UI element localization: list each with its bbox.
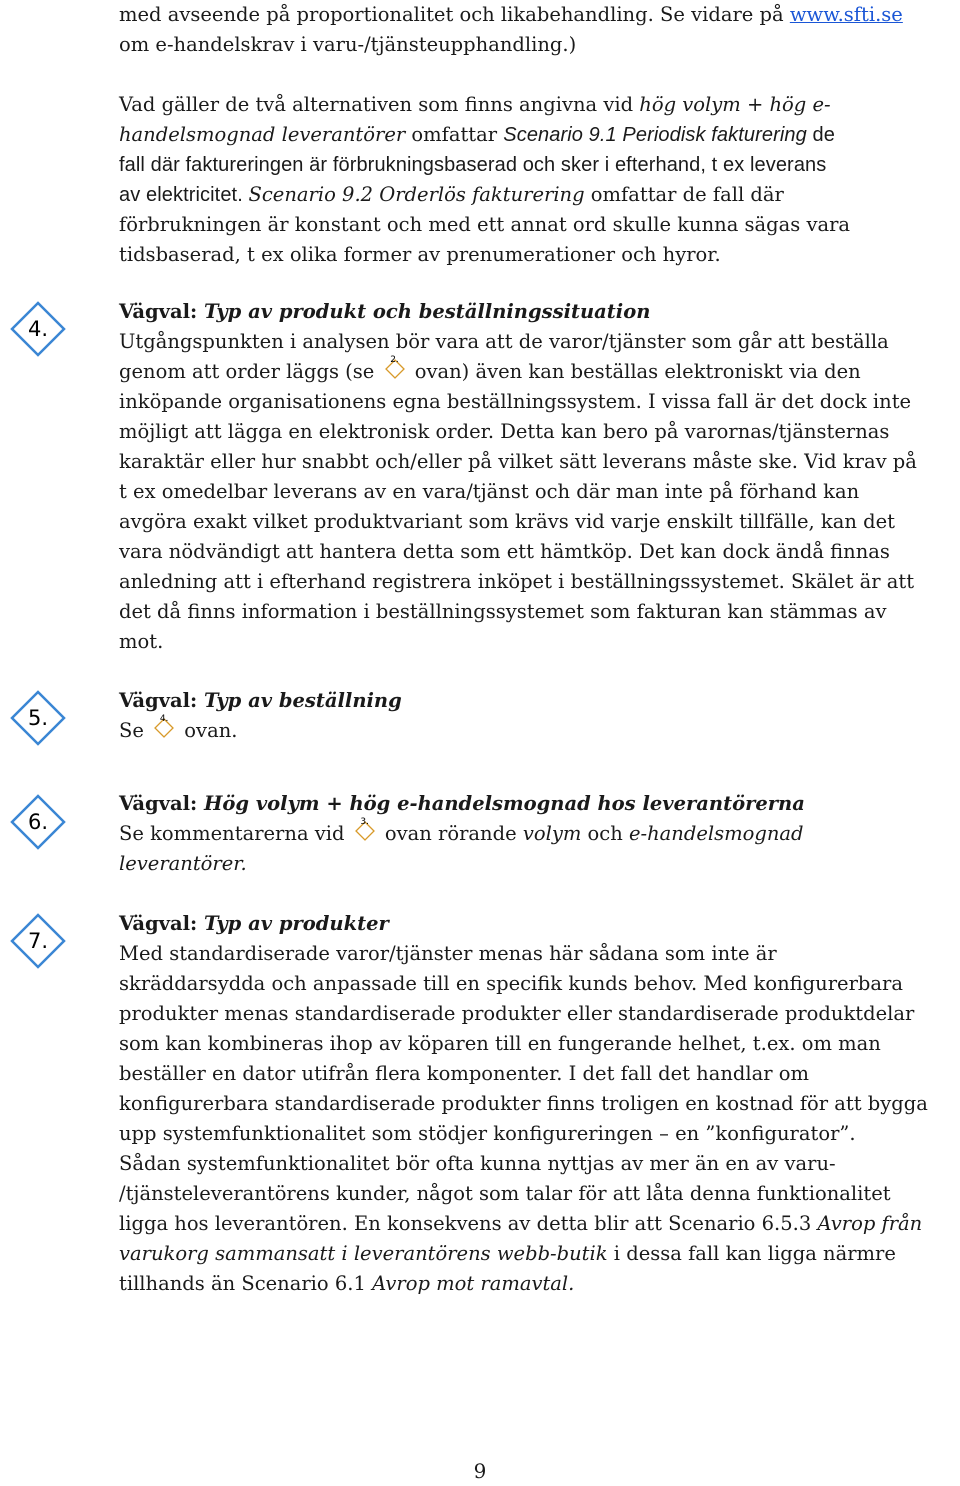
text-line: med avseende på proportionalitet och likabehandling. Se vidare på www.sfti.se — [119, 3, 903, 26]
section-heading: Vägval: Typ av produkter — [119, 912, 389, 935]
text-line: Utgångspunkten i analysen bör vara att de varor/tjänster som går att beställa — [119, 330, 889, 353]
text-line: Sådan systemfunktionalitet bör ofta kunna nyttjas av mer än en av varu- — [119, 1152, 836, 1175]
text-line: Se kommentarerna vid 3. ovan rörande volym och e-handelsmognad — [119, 817, 804, 845]
text-line: Se 4. ovan. — [119, 714, 238, 742]
marker-number: 7. — [27, 929, 49, 953]
section-4-marker — [10, 301, 66, 357]
text-line: av elektricitet. Scenario 9.2 Orderlös fakturering omfattar de fall där — [119, 183, 784, 206]
text-line: ligga hos leverantören. En konsekvens av detta blir att Scenario 6.5.3 Avrop från — [119, 1212, 923, 1235]
ref-diamond-4[interactable]: 4. — [153, 717, 175, 739]
text-line: varukorg sammansatt i leverantörens webb-butik i dessa fall kan ligga närmre — [119, 1242, 896, 1265]
section-4 — [119, 297, 959, 657]
section-7-marker — [10, 913, 66, 969]
text-line: vara nödvändigt att hantera detta som ett hämtköp. Det kan dock ändå finnas — [119, 540, 890, 563]
section-5-marker — [10, 690, 66, 746]
section-7 — [119, 909, 959, 1299]
ref-diamond-2[interactable]: 2. — [384, 358, 406, 380]
text-line: konfigurerbara standardiserade produkter finns troligen en kostnad för att bygga — [119, 1092, 928, 1115]
section-heading: Vägval: Hög volym + hög e-handelsmognad hos leverantörerna — [119, 792, 805, 815]
text-line: mot. — [119, 630, 164, 653]
text-line: produkter menas standardiserade produkter eller standardiserade produktdelar — [119, 1002, 915, 1025]
text-line: tillhands än Scenario 6.1 Avrop mot ramavtal. — [119, 1272, 575, 1295]
text-line: beställer en dator utifrån flera komponenter. I det fall det handlar om — [119, 1062, 810, 1085]
marker-number: 4. — [27, 317, 49, 341]
ref-diamond-3[interactable]: 3. — [354, 820, 376, 842]
section-heading: Vägval: Typ av beställning — [119, 689, 402, 712]
text-line: möjligt att lägga en elektronisk order. Detta kan bero på varornas/tjänsternas — [119, 420, 890, 443]
text-line: anledning att i efterhand registrera inköpet i beställningssystemet. Skälet är att — [119, 570, 915, 593]
text-line: förbrukningen är konstant och med ett annat ord skulle kunna sägas vara — [119, 213, 851, 236]
text-line: om e-handelskrav i varu-/tjänsteupphandling.) — [119, 33, 577, 56]
intro-paragraph — [119, 0, 959, 270]
text-line: t ex omedelbar leverans av en vara/tjänst och där man inte på förhand kan — [119, 480, 860, 503]
section-6-marker — [10, 794, 66, 850]
text-line: karaktär eller hur snabbt och/eller på vilket sätt leverans måste ske. Vid krav på — [119, 450, 917, 473]
section-5 — [119, 686, 959, 746]
text-line: upp systemfunktionalitet som stödjer konfigureringen – en ”konfigurator”. — [119, 1122, 856, 1145]
marker-number: 6. — [27, 810, 49, 834]
text-line: /tjänsteleverantörens kunder, något som talar för att låta denna funktionalitet — [119, 1182, 891, 1205]
text-line: genom att order läggs (se 2. ovan) även kan beställas elektroniskt via den — [119, 355, 861, 383]
text-line: leverantörer. — [119, 852, 247, 875]
page-number: 9 — [473, 1459, 487, 1483]
marker-number: 5. — [27, 706, 49, 730]
text-line: som kan kombineras ihop av köparen till en fungerande helhet, t.ex. om man — [119, 1032, 881, 1055]
text-line: Vad gäller de två alternativen som finns angivna vid hög volym + hög e- — [119, 93, 831, 116]
text-line: Med standardiserade varor/tjänster menas här sådana som inte är — [119, 942, 777, 965]
text-line: fall där faktureringen är förbrukningsbaserad och sker i efterhand, t ex leverans — [119, 154, 827, 176]
text-line: avgöra exakt vilket produktvariant som krävs vid varje enskilt tillfälle, kan det — [119, 510, 895, 533]
text-line: tidsbaserad, t ex olika former av prenumerationer och hyror. — [119, 243, 721, 266]
text-line: handelsmognad leverantörer omfattar Scenario 9.1 Periodisk fakturering de — [119, 123, 835, 146]
text-line: det då finns information i beställningssystemet som fakturan kan stämmas av — [119, 600, 887, 623]
text-line: skräddarsydda och anpassade till en specifik kunds behov. Med konfigurerbara — [119, 972, 903, 995]
section-heading: Vägval: Typ av produkt och beställningssituation — [119, 300, 651, 323]
blank-line — [119, 60, 959, 90]
sfti-link[interactable]: www.sfti.se — [789, 3, 903, 26]
text-line: inköpande organisationens egna beställningssystem. I vissa fall är det dock inte — [119, 390, 912, 413]
section-6 — [119, 789, 959, 879]
